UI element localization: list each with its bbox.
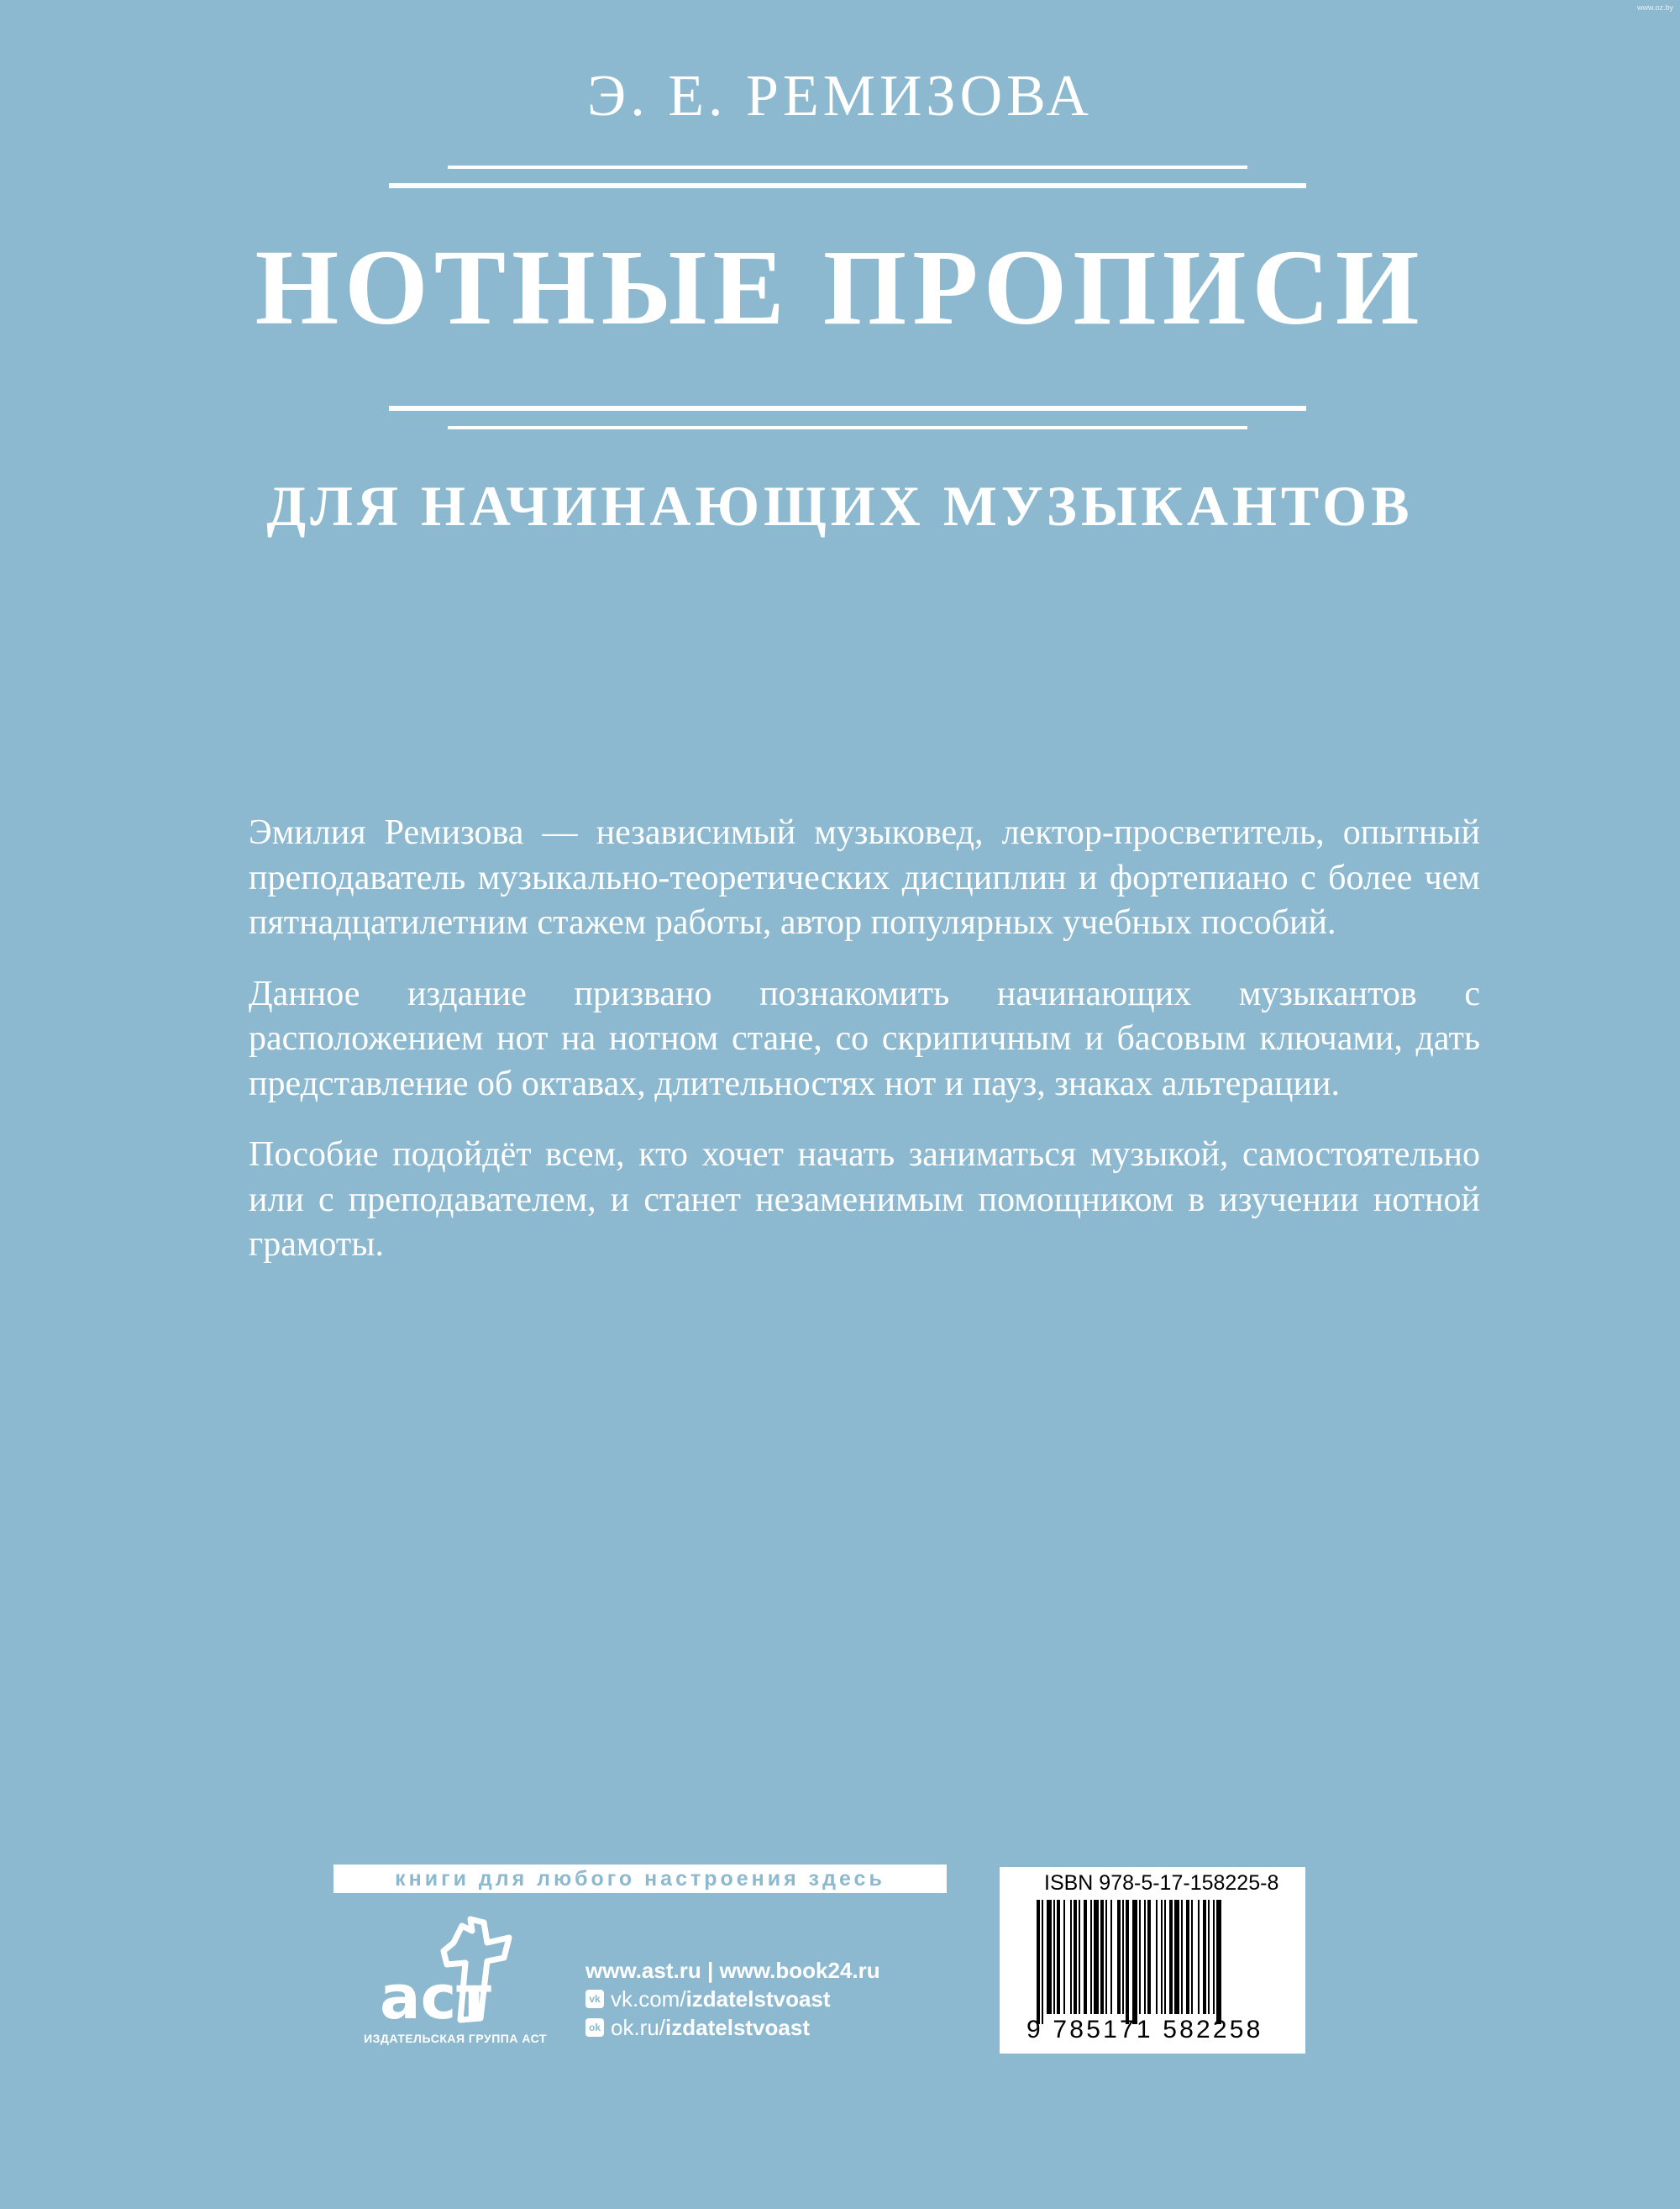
book-title: НОТНЫЕ ПРОПИСИ — [255, 228, 1425, 347]
ok-handle: izdatelstvoast — [665, 2015, 810, 2040]
ok-link[interactable] — [585, 2013, 880, 2042]
book-subtitle: ДЛЯ НАЧИНАЮЩИХ МУЗЫКАНТОВ — [266, 474, 1414, 538]
publisher-links — [585, 1956, 880, 2042]
publisher-slogan: книги для любого настроения здесь — [333, 1865, 947, 1893]
vk-icon: vk — [585, 1990, 604, 2008]
description-paragraph: Пособие подойдёт всем, кто хочет начать заниматься музыкой, самостоятельно или с преподавателем, и станет незаменимым помощником в изучении нотной грамоты. — [249, 1135, 1480, 1264]
divider-short-top — [448, 166, 1247, 169]
barcode-digits: 9 785171 582258 — [1026, 2016, 1263, 2043]
publisher-sites-link[interactable]: www.ast.ru | www.book24.ru — [585, 1958, 880, 1983]
vk-handle: izdatelstvoast — [685, 1986, 831, 2012]
ast-logo-text: аст — [380, 1962, 491, 2033]
watermark: www.oz.by — [1636, 3, 1673, 12]
description-paragraph: Эмилия Ремизова — независимый музыковед, лектор-просветитель, опытный преподаватель музыкально-теоретических дисциплин и фортепиано с более чем пятнадцатилетним стажем работы, автор популярных учебных пособий. — [249, 813, 1480, 942]
divider-short-bottom — [448, 426, 1247, 429]
barcode-bars-icon — [1035, 1900, 1270, 2026]
ast-logo — [353, 1909, 554, 2043]
ok-icon: ok — [585, 2018, 604, 2037]
barcode — [1035, 1900, 1270, 2030]
description — [249, 811, 1480, 1294]
author-name: Э. Е. РЕМИЗОВА — [587, 64, 1093, 129]
vk-link[interactable] — [585, 1985, 880, 2013]
isbn-text: ISBN 978-5-17-158225-8 — [1044, 1871, 1279, 1895]
divider-long-top — [389, 183, 1306, 188]
divider-long-bottom — [389, 406, 1306, 411]
vk-prefix: vk.com/ — [611, 1986, 686, 2012]
ast-logo-icon — [353, 1909, 554, 2043]
publisher-caption: ИЗДАТЕЛЬСКАЯ ГРУППА АСТ — [364, 2032, 547, 2045]
ok-prefix: ok.ru/ — [611, 2015, 666, 2040]
description-paragraph: Данное издание призвано познакомить начинающих музыкантов с расположением нот на нотном стане, со скрипичным и басовым ключами, дать представление об октавах, длительностях нот и пауз, знаках альтерации. — [249, 974, 1480, 1103]
